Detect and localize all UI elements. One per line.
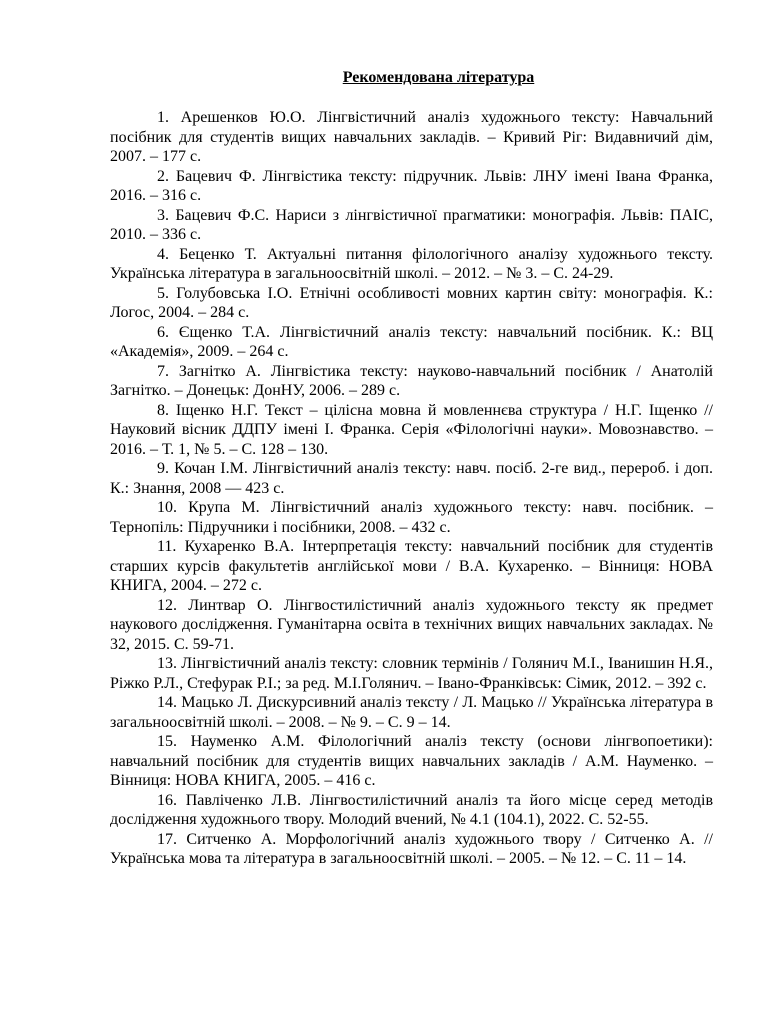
reference-item: 3. Бацевич Ф.С. Нариси з лінгвістичної прагматики: монографія. Львів: ПАІС, 2010. – 336 с. — [110, 206, 713, 243]
reference-item: 11. Кухаренко В.А. Інтерпретація тексту: навчальний посібник для студентів старших курсів факультетів англійської мови / В.А. Кухаренко. – Вінниця: НОВА КНИГА, 2004. – 272 с. — [110, 538, 713, 594]
reference-item: 2. Бацевич Ф. Лінгвістика тексту: підручник. Львів: ЛНУ імені Івана Франка, 2016. – 316 с. — [110, 167, 713, 204]
reference-item: 16. Павліченко Л.В. Лінгвостилістичний аналіз та його місце серед методів дослідження художнього твору. Молодий вчений, № 4.1 (104.1), 2022. С. 52-55. — [110, 791, 713, 828]
reference-item: 14. Мацько Л. Дискурсивний аналіз тексту / Л. Мацько // Українська література в загальноосвітній школі. – 2008. – № 9. – С. 9 – 14. — [110, 694, 713, 731]
reference-item: 5. Голубовська І.О. Етнічні особливості мовних картин світу: монографія. К.: Логос, 2004. – 284 с. — [110, 284, 713, 321]
reference-item: 6. Єщенко Т.А. Лінгвістичний аналіз тексту: навчальний посібник. К.: ВЦ «Академія», 2009. – 264 с. — [110, 323, 713, 360]
reference-item: 9. Кочан І.М. Лінгвістичний аналіз тексту: навч. посіб. 2-ге вид., перероб. і доп. К.: Знання, 2008 — 423 с. — [110, 460, 713, 497]
reference-item: 12. Линтвар О. Лінгвостилістичний аналіз художнього тексту як предмет наукового дослідження. Гуманітарна освіта в технічних вищих навчальних закладах. № 32, 2015. С. 59-71. — [110, 596, 713, 653]
reference-list — [110, 108, 713, 869]
document-page — [110, 68, 713, 869]
reference-item: 4. Беценко Т. Актуальні питання філологічного аналізу художнього тексту. Українська література в загальноосвітній школі. – 2012. – № 3. – С. 24-29. — [110, 245, 713, 282]
reference-item: 17. Ситченко А. Морфологічний аналіз художнього твору / Ситченко А. // Українська мова та література в загальноосвітній школі. – 2005. – № 12. – С. 11 – 14. — [110, 830, 713, 867]
reference-item: 7. Загнітко А. Лінгвістика тексту: науково-навчальний посібник / Анатолій Загнітко. – Донецьк: ДонНУ, 2006. – 289 с. — [110, 362, 713, 399]
reference-item: 8. Іщенко Н.Г. Текст – цілісна мовна й мовленнєва структура / Н.Г. Іщенко // Науковий вісник ДДПУ імені І. Франка. Серія «Філологічні науки». Мовознавство. – 2016. – Т. 1, № 5. – С. 128 – 130. — [110, 401, 713, 458]
reference-item: 15. Науменко А.М. Філологічний аналіз тексту (основи лінгвопоетики): навчальний посібник для студентів вищих навчальних закладів / А.М. Науменко. – Вінниця: НОВА КНИГА, 2005. – 416 с. — [110, 733, 713, 789]
reference-item: 1. Арешенков Ю.О. Лінгвістичний аналіз художнього тексту: Навчальний посібник для студентів вищих навчальних закладів. – Кривий Ріг: Видавничий дім, 2007. – 177 с. — [110, 109, 713, 165]
reference-item: 10. Крупа М. Лінгвістичний аналіз художнього тексту: навч. посібник. – Тернопіль: Підручники і посібники, 2008. – 432 с. — [110, 499, 713, 536]
reference-item: 13. Лінгвістичний аналіз тексту: словник термінів / Голянич М.І., Іванишин Н.Я., Ріжко Р.Л., Стефурак Р.І.; за ред. М.І.Голянич. – Івано-Франківськ: Сімик, 2012. – 392 с. — [110, 655, 713, 692]
page-title: Рекомендована література — [342, 69, 535, 86]
